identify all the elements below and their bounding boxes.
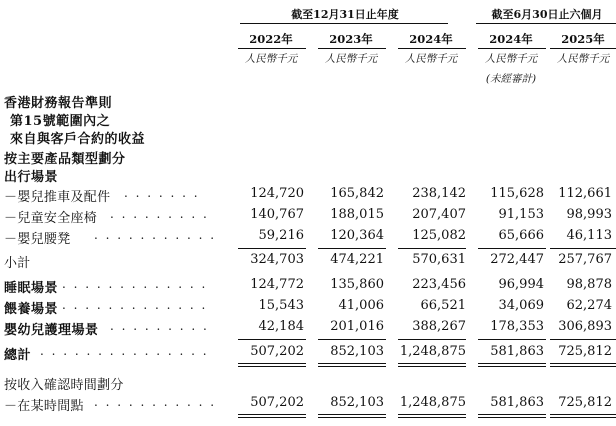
cell-value: 188,015 (330, 207, 384, 222)
double-rule (550, 363, 616, 367)
section-title: 按主要產品類型劃分 (4, 152, 126, 167)
cell-value: 201,016 (330, 319, 384, 334)
leader-dots: . . . . . . . . . (110, 207, 209, 221)
cell-value: 257,767 (558, 252, 612, 267)
section-title: 來自與客戶合約的收益 (10, 132, 146, 147)
cell-value: 324,703 (250, 252, 304, 267)
leader-dots: . . . . . . . . . (110, 319, 209, 333)
column-underline (478, 48, 546, 49)
leader-dots: . . . . . . . . . . . (94, 228, 217, 242)
cell-value: 581,863 (490, 395, 544, 410)
rule (318, 248, 386, 249)
cell-value: 124,720 (250, 186, 304, 201)
cell-value: 65,666 (498, 228, 544, 243)
cell-value: 474,221 (330, 252, 384, 267)
rule (238, 339, 306, 340)
cell-value: 1,248,875 (399, 344, 466, 359)
cell-value: 46,113 (566, 228, 612, 243)
leader-dots: . . . . . . . . . . . (94, 395, 217, 409)
cell-value: 725,812 (558, 344, 612, 359)
double-rule (318, 363, 386, 367)
double-rule (478, 363, 546, 367)
column-unit: 人民幣千元 (244, 53, 298, 65)
cell-value: 115,628 (490, 186, 544, 201)
cell-value: 165,842 (330, 186, 384, 201)
cell-value: 272,447 (490, 252, 544, 267)
column-unit: 人民幣千元 (324, 53, 378, 65)
cell-value: 91,153 (498, 207, 544, 222)
cell-value: 306,893 (558, 319, 612, 334)
column-unit: 人民幣千元 (484, 53, 538, 65)
double-rule (318, 414, 386, 418)
cell-value: 62,274 (566, 298, 612, 313)
row-label: －嬰兒腰凳 (4, 232, 71, 247)
column-year: 2023年 (329, 32, 373, 46)
section-title: 第15號範圍內之 (10, 114, 111, 129)
rule (478, 339, 546, 340)
column-year: 2022年 (249, 32, 293, 46)
cell-value: 852,103 (330, 395, 384, 410)
cell-value: 207,407 (412, 207, 466, 222)
column-year: 2025年 (561, 32, 605, 46)
header-group-six-months: 截至6月30日止六個月 (491, 8, 603, 21)
cell-value: 581,863 (490, 344, 544, 359)
section-title: 出行場景 (4, 170, 59, 185)
double-rule (398, 363, 466, 367)
cell-value: 59,216 (258, 228, 304, 243)
cell-value: 135,860 (330, 277, 384, 292)
leader-dots: . . . . . . . . . . . . . (62, 298, 208, 312)
section-title: 按收入確認時間劃分 (4, 378, 124, 393)
row-label: －兒童安全座椅 (4, 211, 98, 226)
cell-value: 34,069 (498, 298, 544, 313)
column-underline (550, 48, 616, 49)
cell-value: 96,994 (498, 277, 544, 292)
cell-value: 15,543 (258, 298, 304, 313)
cell-value: 42,184 (258, 319, 304, 334)
cell-value: 507,202 (250, 395, 304, 410)
column-underline (398, 48, 466, 49)
cell-value: 1,248,875 (399, 395, 466, 410)
header-group-full-year: 截至12月31日止年度 (291, 8, 399, 21)
header-group-underline (476, 23, 616, 24)
cell-value: 725,812 (558, 395, 612, 410)
section-title: 香港財務報告準則 (4, 96, 113, 111)
cell-value: 570,631 (412, 252, 466, 267)
cell-value: 852,103 (330, 344, 384, 359)
cell-value: 178,353 (490, 319, 544, 334)
row-label: －嬰兒推車及配件 (4, 190, 111, 205)
cell-value: 223,456 (412, 277, 466, 292)
column-year: 2024年 (409, 32, 453, 46)
column-underline (238, 48, 306, 49)
cell-value: 120,364 (330, 228, 384, 243)
cell-value: 66,521 (420, 298, 466, 313)
cell-value: 112,661 (558, 186, 612, 201)
cell-value: 98,993 (566, 207, 612, 222)
row-label: －在某時間點 (4, 399, 84, 414)
double-rule (238, 363, 306, 367)
row-label: 總計 (4, 348, 32, 363)
leader-dots: . . . . . . . . . . . . . . . (40, 344, 209, 358)
leader-dots: . . . . . . . (124, 186, 200, 200)
column-underline (318, 48, 386, 49)
double-rule (478, 414, 546, 418)
cell-value: 41,006 (338, 298, 384, 313)
cell-value: 98,878 (566, 277, 612, 292)
column-unit: 人民幣千元 (556, 53, 610, 65)
rule (318, 339, 386, 340)
rule (398, 248, 466, 249)
column-unit: 人民幣千元 (404, 53, 458, 65)
column-year: 2024年 (489, 32, 533, 46)
leader-dots: . . . . . . . . . . . . . (62, 277, 208, 291)
cell-value: 507,202 (250, 344, 304, 359)
cell-value: 124,772 (250, 277, 304, 292)
row-label: 小計 (4, 256, 31, 271)
double-rule (398, 414, 466, 418)
double-rule (550, 414, 616, 418)
header-group-underline (240, 23, 448, 24)
cell-value: 388,267 (412, 319, 466, 334)
cell-value: 140,767 (250, 207, 304, 222)
rule (398, 339, 466, 340)
rule (550, 339, 616, 340)
rule (238, 248, 306, 249)
rule (550, 248, 616, 249)
cell-value: 125,082 (412, 228, 466, 243)
row-label: 嬰幼兒護理場景 (4, 323, 99, 338)
rule (478, 248, 546, 249)
cell-value: 238,142 (412, 186, 466, 201)
row-label: 睡眠場景 (4, 281, 59, 296)
column-unaudited-note: (未經審計) (485, 73, 537, 85)
double-rule (238, 414, 306, 418)
row-label: 餵養場景 (4, 302, 59, 317)
